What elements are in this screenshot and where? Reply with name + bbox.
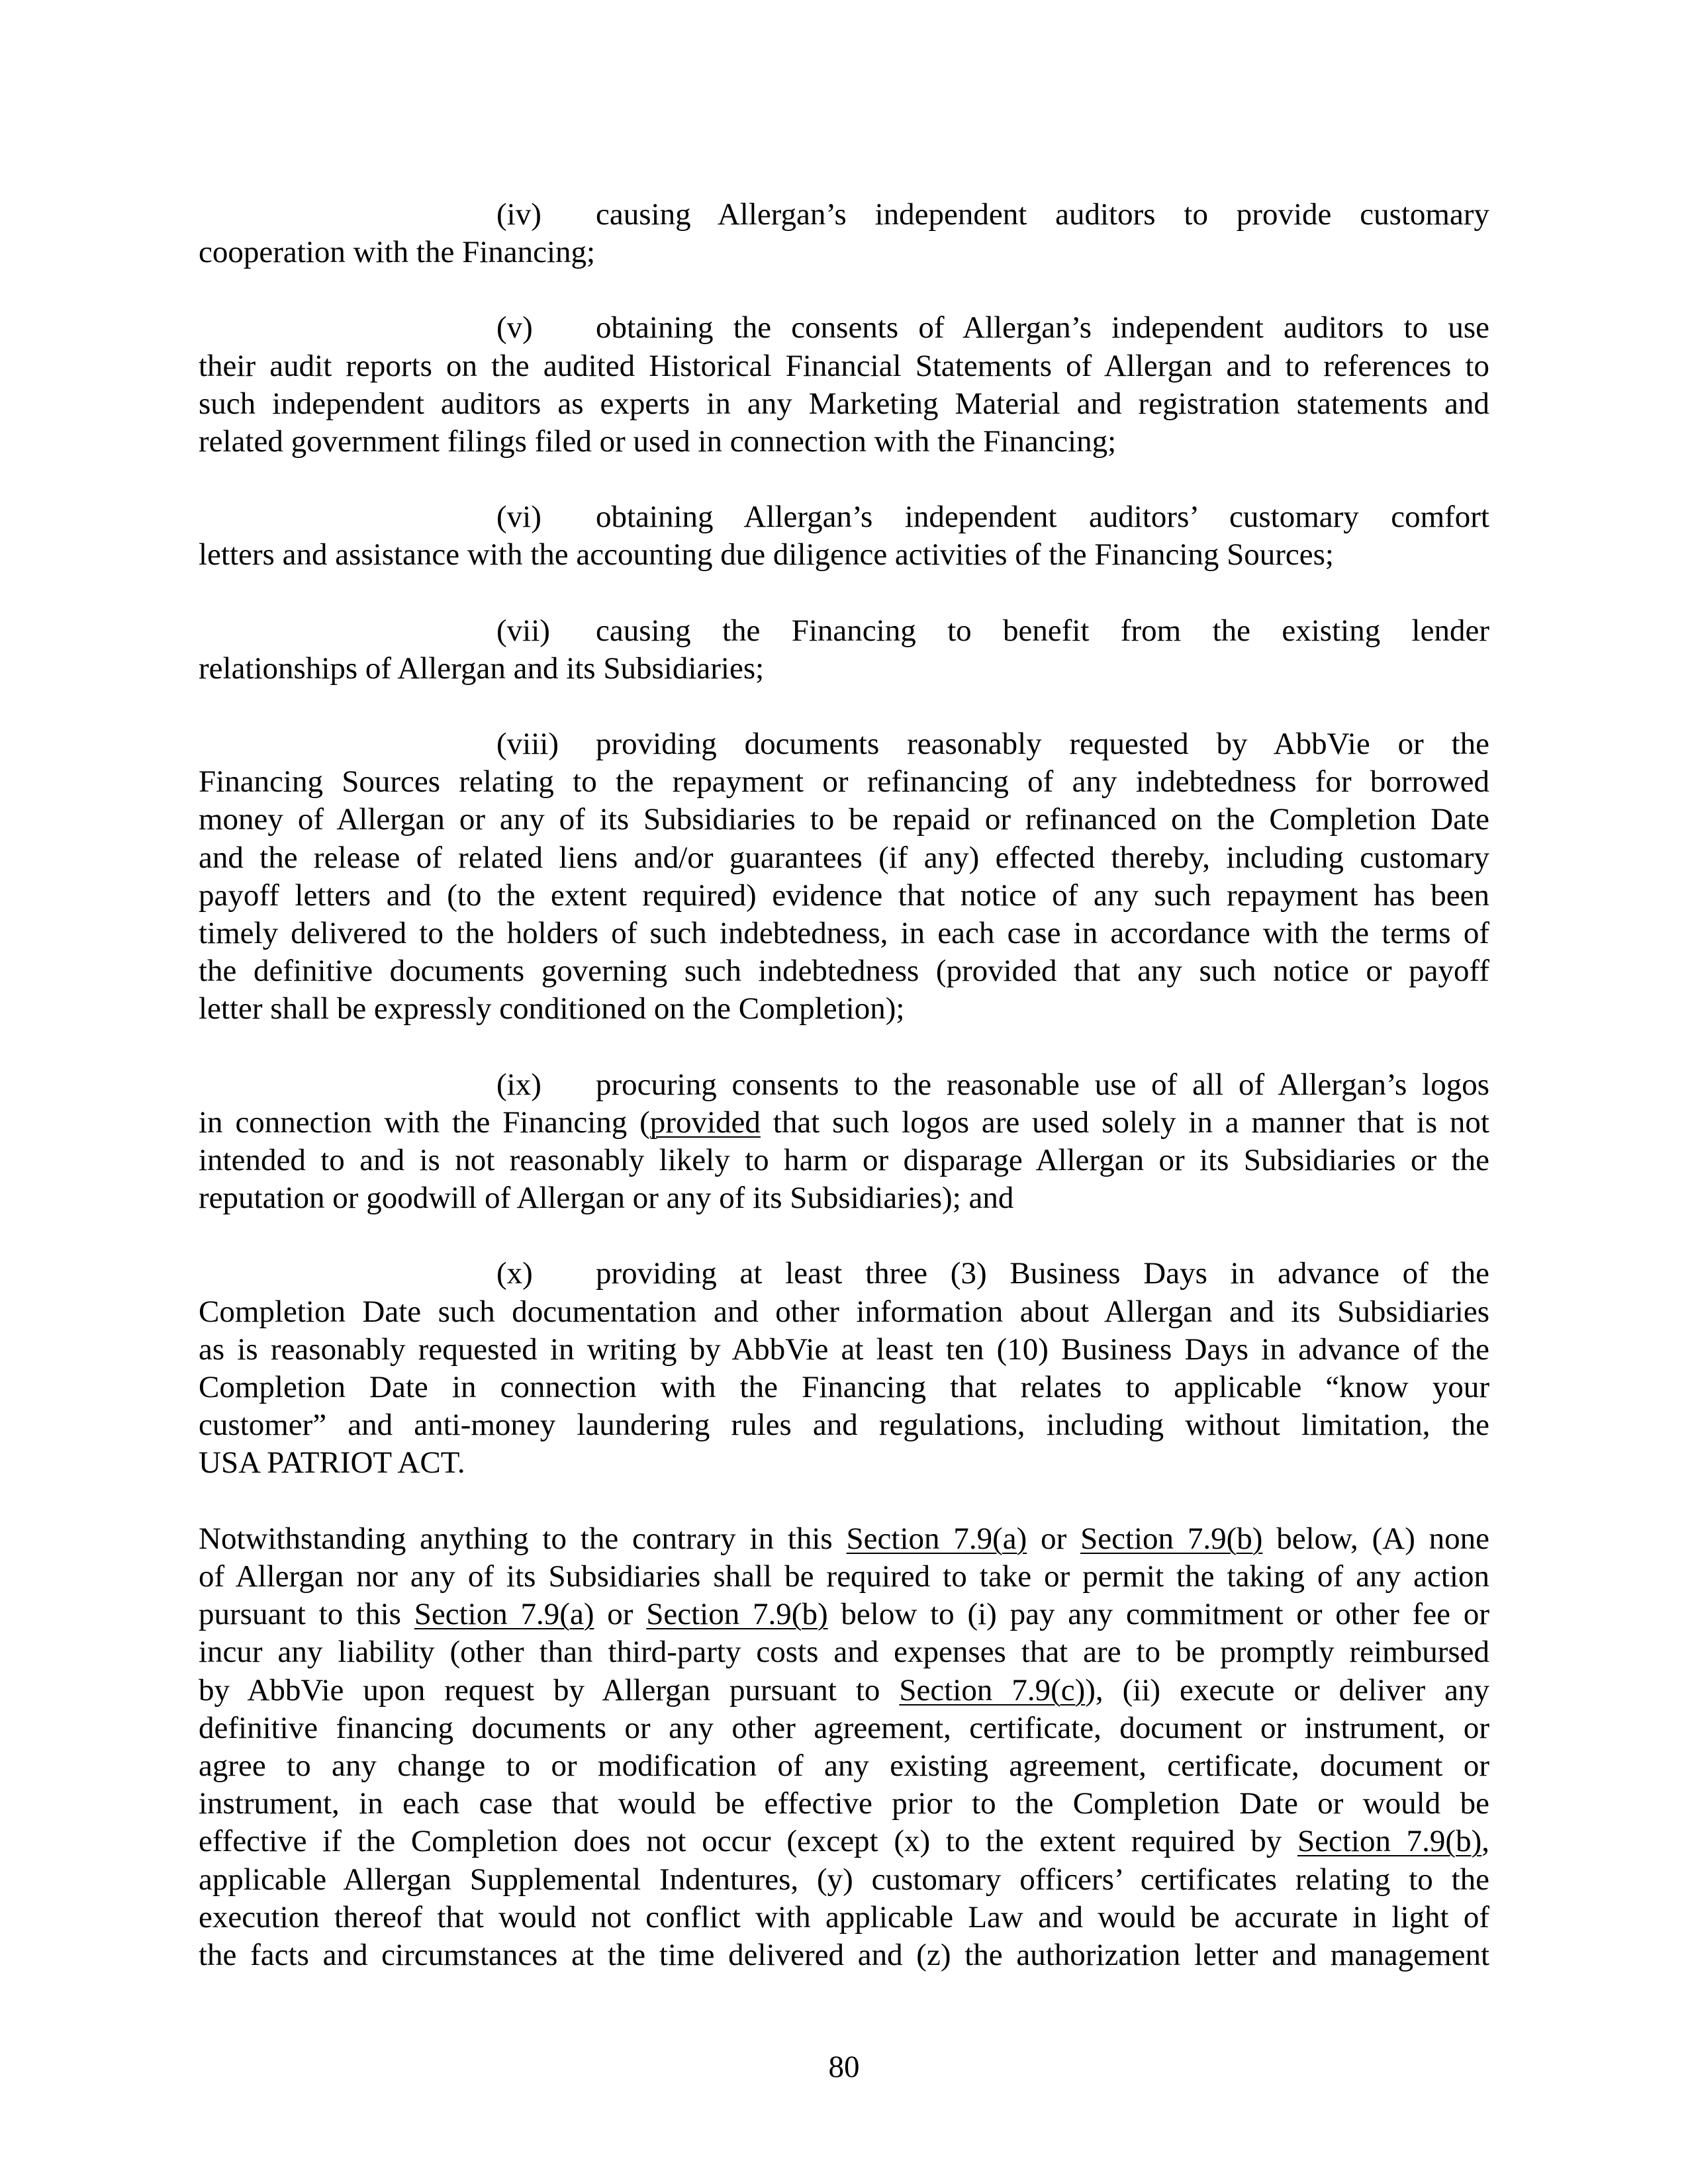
notwithstanding-paragraph xyxy=(199,1520,1489,1974)
clause-text: Financing Sources relating to the repayment or refinancing of any indebtedness for borrowed xyxy=(199,764,1489,799)
clause-text: timely delivered to the holders of such indebtedness, in each case in accordance with the terms of xyxy=(199,916,1489,951)
clause-text: and the release of related liens and/or guarantees (if any) effected thereby, including customary xyxy=(199,840,1489,875)
clause-text: payoff letters and (to the extent required) evidence that notice of any such repayment has been xyxy=(199,878,1489,913)
paragraph-text: effective if the Completion does not occur (except (x) to the extent required by xyxy=(199,1824,1297,1859)
clause-text: reputation or goodwill of Allergan or any of its Subsidiaries); and xyxy=(199,1181,1014,1216)
paragraph-text: pursuant to this xyxy=(199,1597,414,1632)
clause-text: relationships of Allergan and its Subsidiaries; xyxy=(199,651,765,686)
paragraph-text: or xyxy=(594,1597,647,1632)
clause-number: (iv) xyxy=(496,197,541,232)
clause-text: intended to and is not reasonably likely to harm or disparage Allergan or its Subsidiaries or the xyxy=(199,1143,1489,1178)
clause-vii xyxy=(199,612,1489,688)
clause-text: causing Allergan’s independent auditors to provide customary xyxy=(596,197,1489,232)
clause-text: providing at least three (3) Business Days in advance of the xyxy=(596,1256,1489,1291)
clause-text: money of Allergan or any of its Subsidiaries to be repaid or refinanced on the Completion Date xyxy=(199,802,1489,837)
clause-iv xyxy=(199,196,1489,271)
clause-vi xyxy=(199,498,1489,574)
page-number: 80 xyxy=(828,2050,860,2084)
clause-text: the definitive documents governing such indebtedness (provided that any such notice or payoff xyxy=(199,954,1489,989)
paragraph-text: , xyxy=(1481,1824,1489,1859)
section-reference: Section 7.9(b) xyxy=(646,1597,828,1632)
clause-number: (x) xyxy=(496,1256,533,1291)
paragraph-text: by AbbVie upon request by Allergan pursuant to xyxy=(199,1672,900,1707)
clause-ix xyxy=(199,1066,1489,1218)
clause-x xyxy=(199,1255,1489,1482)
clause-text: in connection with the Financing ( xyxy=(199,1105,650,1140)
clause-text: Completion Date in connection with the Financing that relates to applicable “know your xyxy=(199,1370,1489,1405)
section-reference: Section 7.9(a) xyxy=(414,1597,594,1632)
paragraph-text: of Allergan nor any of its Subsidiaries shall be required to take or permit the taking of any action xyxy=(199,1559,1489,1594)
clause-viii xyxy=(199,725,1489,1028)
section-reference: Section 7.9(a) xyxy=(846,1521,1027,1556)
clause-text: causing the Financing to benefit from the existing lender xyxy=(596,613,1489,648)
clause-number: (viii) xyxy=(496,727,559,762)
paragraph-text: the facts and circumstances at the time delivered and (z) the authorization letter and management xyxy=(199,1937,1489,1972)
paragraph-text: below, (A) none xyxy=(1262,1521,1490,1556)
clause-text: Completion Date such documentation and other information about Allergan and its Subsidiaries xyxy=(199,1294,1489,1329)
section-reference: Section 7.9(b) xyxy=(1297,1824,1482,1859)
paragraph-text: execution thereof that would not conflict with applicable Law and would be accurate in light of xyxy=(199,1899,1489,1934)
clause-number: (vi) xyxy=(496,500,541,535)
paragraph-text: incur any liability (other than third-party costs and expenses that are to be promptly reimbursed xyxy=(199,1635,1489,1670)
clause-text: as is reasonably requested in writing by AbbVie at least ten (10) Business Days in advance of the xyxy=(199,1332,1489,1367)
clause-number: (ix) xyxy=(496,1067,541,1102)
paragraph-text: applicable Allergan Supplemental Indentures, (y) customary officers’ certificates relating to the xyxy=(199,1862,1489,1897)
section-reference: Section 7.9(b) xyxy=(1080,1521,1263,1556)
clause-number: (v) xyxy=(496,310,533,345)
paragraph-text: instrument, in each case that would be effective prior to the Completion Date or would be xyxy=(199,1786,1489,1821)
clause-v xyxy=(199,309,1489,461)
paragraph-text: or xyxy=(1027,1521,1081,1556)
clause-text: customer” and anti-money laundering rules and regulations, including without limitation, the xyxy=(199,1408,1489,1443)
clause-text: procuring consents to the reasonable use of all of Allergan’s logos xyxy=(596,1067,1489,1102)
paragraph-text: Notwithstanding anything to the contrary in this xyxy=(199,1521,847,1556)
section-reference: Section 7.9(c) xyxy=(899,1672,1086,1707)
paragraph-text: definitive financing documents or any other agreement, certificate, document or instrument, or xyxy=(199,1710,1489,1745)
clause-text: cooperation with the Financing; xyxy=(199,235,596,270)
clause-text: such independent auditors as experts in any Marketing Material and registration statements and xyxy=(199,386,1489,421)
clause-text: USA PATRIOT ACT. xyxy=(199,1445,465,1480)
clause-text: obtaining the consents of Allergan’s independent auditors to use xyxy=(596,310,1489,345)
clause-text: providing documents reasonably requested by AbbVie or the xyxy=(596,727,1489,762)
clause-number: (vii) xyxy=(496,613,550,648)
clause-text: letter shall be expressly conditioned on the Completion); xyxy=(199,991,905,1026)
clause-text: letters and assistance with the accounting due diligence activities of the Financing Sources; xyxy=(199,537,1334,572)
document-page xyxy=(199,196,1489,2012)
defined-term-provided: provided xyxy=(649,1105,761,1140)
clause-text: that such logos are used solely in a manner that is not xyxy=(760,1105,1489,1140)
paragraph-text: ), (ii) execute or deliver any xyxy=(1085,1672,1489,1707)
paragraph-text: agree to any change to or modification of any existing agreement, certificate, document or xyxy=(199,1748,1489,1783)
paragraph-text: below to (i) pay any commitment or other fee or xyxy=(827,1597,1490,1632)
clause-text: their audit reports on the audited Historical Financial Statements of Allergan and to references to xyxy=(199,348,1489,383)
clause-text: related government filings filed or used in connection with the Financing; xyxy=(199,424,1117,459)
clause-text: obtaining Allergan’s independent auditors’ customary comfort xyxy=(596,500,1489,535)
